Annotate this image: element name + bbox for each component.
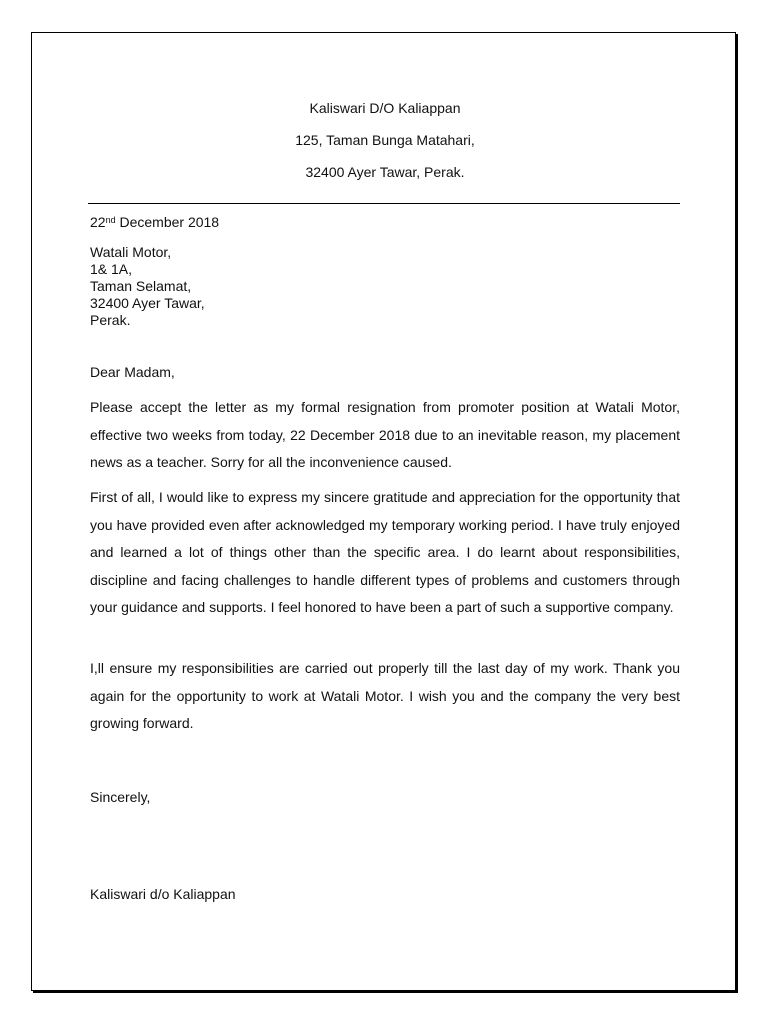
recipient-block xyxy=(90,244,205,329)
salutation: Dear Madam, xyxy=(90,364,175,380)
sender-block xyxy=(90,92,680,188)
signature-name: Kaliswari d/o Kaliappan xyxy=(90,886,236,902)
body-paragraph-2: First of all, I would like to express my sincere gratitude and appreciation for the opportunity that you have provided even after acknowledged my temporary working period. I have truly enjoyed and learned a lot of things other than the specific area. I do learnt about responsibilities, discipline and facing challenges to handle different types of problems and customers through your guidance and supports. I feel honored to have been a part of such a supportive company. xyxy=(90,489,680,615)
recipient-line: 32400 Ayer Tawar, xyxy=(90,295,205,311)
recipient-line: 1& 1A, xyxy=(90,261,133,277)
date-rest: December 2018 xyxy=(115,214,220,230)
date-day: 22 xyxy=(90,214,106,230)
header-divider xyxy=(88,203,680,204)
letter-date xyxy=(90,213,219,231)
sender-name: Kaliswari D/O Kaliappan xyxy=(309,100,461,116)
sender-address-line1: 125, Taman Bunga Matahari, xyxy=(295,132,475,148)
closing: Sincerely, xyxy=(90,789,151,805)
recipient-line: Watali Motor, xyxy=(90,244,172,260)
recipient-line: Perak. xyxy=(90,312,131,328)
date-suffix: nd xyxy=(105,215,116,225)
recipient-line: Taman Selamat, xyxy=(90,278,192,294)
body-paragraph-1: Please accept the letter as my formal resignation from promoter position at Watali Motor, effective two weeks from today, 22 December 2018 due to an inevitable reason, my placement news as a teacher. Sorry for all the inconvenience caused. xyxy=(90,399,680,470)
body-paragraph-3: I,ll ensure my responsibilities are carried out properly till the last day of my work. Thank you again for the opportunity to work at Watali Motor. I wish you and the company the very best growing forward. xyxy=(90,660,680,731)
sender-address-line2: 32400 Ayer Tawar, Perak. xyxy=(305,164,465,180)
